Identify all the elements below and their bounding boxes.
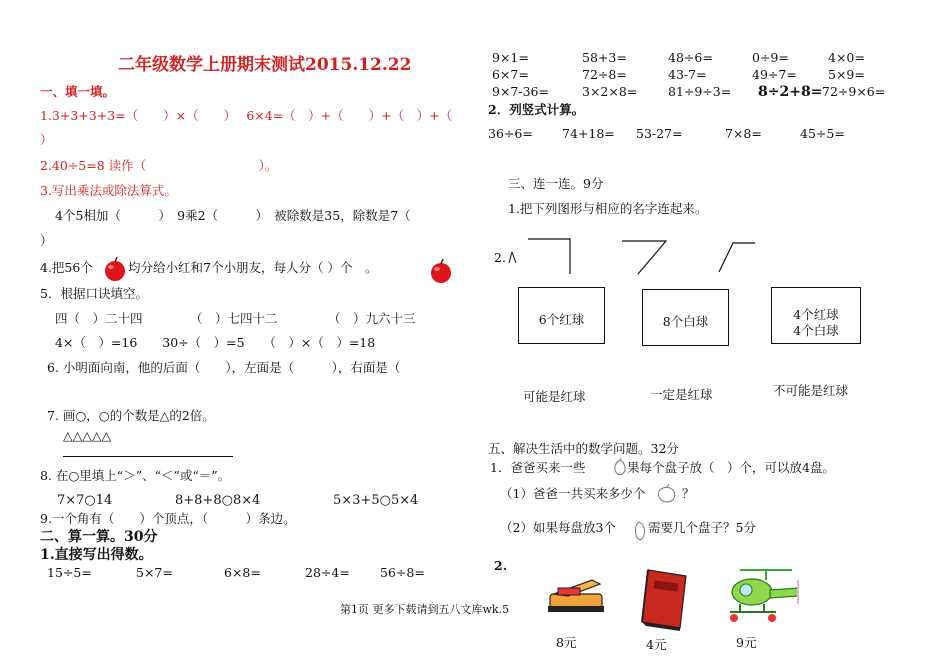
ball-box-2 [642,289,729,346]
right-angle-shape [528,236,578,276]
probability-label: 可能是红球 [523,389,586,404]
calc-item: 28÷4= [305,565,350,580]
price-label: 8元 [556,635,577,650]
calc-item: 9×1= [492,50,529,65]
calc-item: 72÷8= [582,67,627,82]
section-1-header: 一、填一填。 [40,84,116,99]
apple-icon [428,258,454,284]
calc-item: 6×8= [224,565,261,580]
section-5-sub-2-b: 需要几个盘子？5分 [648,520,756,535]
question-4-part-b: 均分给小红和7个小朋友，每人分（ ）个 。 [128,260,378,275]
calc-item: 9×7-36= [492,84,549,99]
calc-item: 6×7= [492,67,529,82]
fruit-sketch-icon [632,520,648,542]
ball-box-3 [771,287,861,344]
calc-item: 43-7= [668,67,707,82]
acute-angle-shape [622,238,672,278]
question-8-b: 8+8+8○8×4 [175,493,261,508]
partial-angle-icon [508,251,518,265]
question-7: 7. 画○，○的个数是△的2倍。 [47,408,215,423]
question-5-c: （ ）九六十三 [328,311,416,326]
vertical-calc-item: 36÷6= [488,126,533,141]
vertical-calc-header: 2．列竖式计算。 [488,102,585,117]
fruit-sketch-icon [612,458,628,476]
question-1-wrap: ） [40,132,53,147]
answer-line [63,456,233,457]
apple-icon [102,256,128,282]
calc-item: 15÷5= [47,565,92,580]
question-4-part-a: 4.把56个 [40,260,93,275]
calc-item: 49÷7= [752,67,797,82]
obtuse-angle-shape [717,240,767,280]
calc-item: 5×7= [136,565,173,580]
section-5-sub-2-a: （2）如果每盘放3个 [500,520,616,535]
probability-label: 一定是红球 [650,387,713,402]
question-2: 2.40÷5=8 读作（ ）。 [40,158,278,173]
question-8-a: 7×7○14 [57,493,113,508]
section-2-sub-1: 1.直接写出得数。 [40,547,153,563]
section-5-header: 五、解决生活中的数学问题。32分 [488,441,679,456]
calc-item: 8÷2+8= [758,84,823,100]
calc-item: 48÷6= [668,50,713,65]
section-5-sub-1-a: （1）爸爸一共买来多少个 [500,486,646,501]
question-9: 9.一个角有（ ）个顶点，（ ）条边。 [40,511,296,526]
calc-item: 56÷8= [380,565,425,580]
calc-item: 3×2×8= [582,84,638,99]
probability-label: 不可能是红球 [773,383,849,398]
calc-item: 72÷9×6= [822,84,886,99]
calc-item: 58+3= [582,50,627,65]
vertical-calc-item: 45÷5= [800,126,845,141]
section-3-number-2: 2. [494,250,506,265]
question-5-line-2: 4×（ ）=16 30÷（ ）=5 （ ）×（ ）=18 [55,335,376,350]
calc-item: 4×0= [828,50,865,65]
question-5-a: 四（ ）二十四 [55,311,143,326]
question-6: 6. 小明面向南，他的后面（ ），左面是（ ），右面是（ [47,360,401,375]
ball-box-label: 4个红球 [793,307,839,322]
section-3-question-1: 1.把下列图形与相应的名字连起来。 [508,201,708,216]
section-5-question-1-a: 1．爸爸买来一些 [490,460,586,475]
question-3-wrap: ） [40,233,53,248]
ball-box-1 [518,287,605,344]
question-7-triangles: △△△△△ [63,428,112,443]
vertical-calc-item: 74+18= [562,126,615,141]
price-label: 9元 [736,635,757,650]
ball-box-label: 4个白球 [793,323,839,338]
helicopter-toy-icon [722,562,806,632]
ball-box-label: 8个白球 [662,314,709,329]
question-8-c: 5×3+5○5×4 [333,493,419,508]
price-label: 4元 [646,637,667,652]
stapler-icon [546,574,608,616]
book-icon [636,566,692,632]
calc-item: 0÷9= [752,50,789,65]
question-1: 1.3+3+3+3=（ ）×（ ） 6×4=（ ）+（ ）+（ ）+（ [40,108,453,123]
section-5-sub-1-b: ？ [682,486,695,501]
section-5-question-2: 2. [494,558,508,573]
vertical-calc-item: 53-27= [636,126,683,141]
ball-box-label: 6个红球 [538,312,585,327]
section-2-header: 二、算一算。30分 [40,529,158,545]
section-5-question-1-b: 果每个盘子放（ ）个，可以放4盘。 [627,460,835,475]
fruit-sketch-icon [656,484,678,504]
question-3: 3.写出乘法或除法算式。 [40,183,177,198]
calc-item: 81÷9÷3= [668,84,732,99]
page-footer: 第1页 更多下载请到五八文库wk.5 [340,603,510,616]
question-8: 8. 在○里填上“＞”、“＜”或“＝”。 [40,468,231,483]
vertical-calc-item: 7×8= [725,126,762,141]
calc-item: 5×9= [828,67,865,82]
question-5: 5．根据口诀填空。 [40,286,148,301]
page-title: 二年级数学上册期末测试2015.12.22 [118,55,412,75]
section-3-header: 三、连一连。9分 [508,176,604,191]
question-3-line: 4个5相加（ ） 9乘2（ ） 被除数是35，除数是7（ [55,208,411,223]
question-5-b: （ ）七四十二 [190,311,278,326]
